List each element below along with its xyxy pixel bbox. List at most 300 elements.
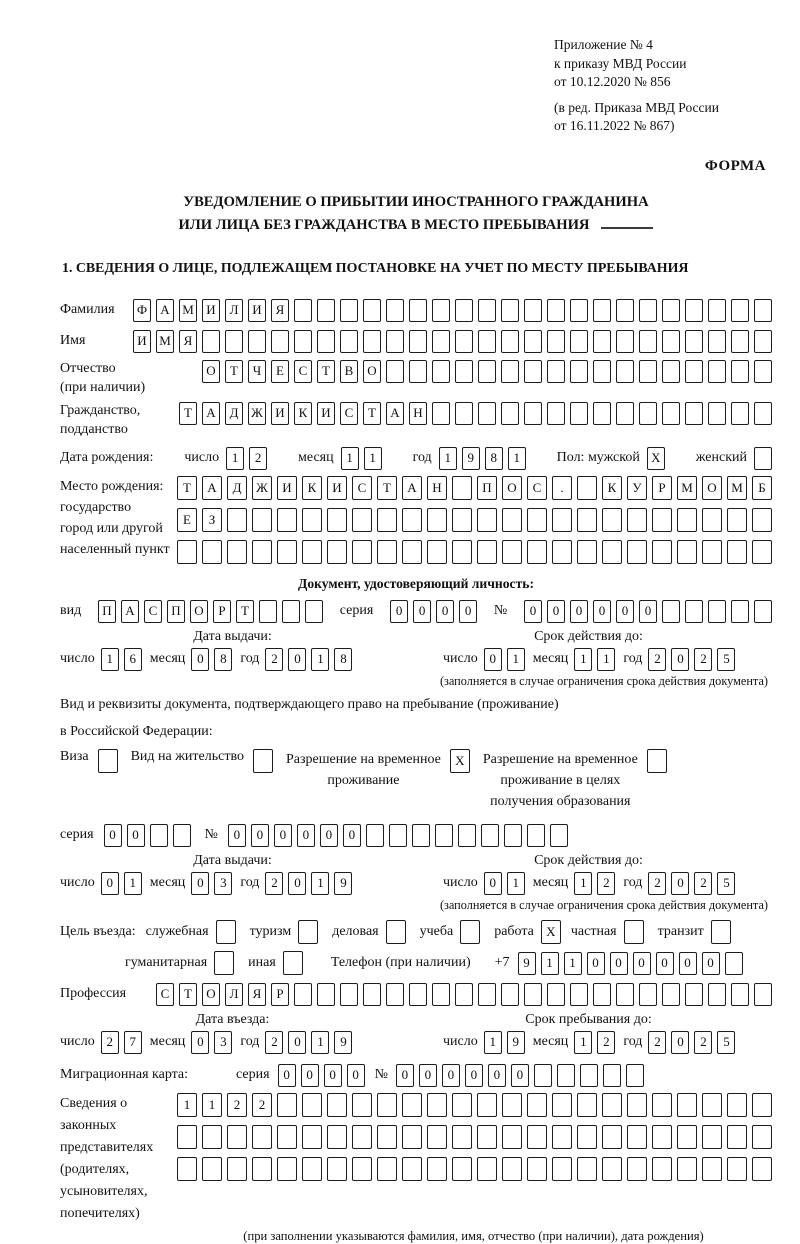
profession-label: Профессия bbox=[60, 986, 127, 1001]
char-cell: И bbox=[277, 476, 297, 500]
char-cell bbox=[402, 1157, 422, 1181]
char-cell: 1 bbox=[574, 1031, 592, 1054]
char-cell: Л bbox=[225, 983, 243, 1006]
char-cell bbox=[524, 402, 542, 425]
char-cell bbox=[317, 330, 335, 353]
char-cell bbox=[352, 508, 372, 532]
char-cell: 1 bbox=[508, 447, 526, 470]
validity-note: (заполняется в случае ограничения срока действия документа) bbox=[439, 673, 768, 688]
section1-heading: 1. СВЕДЕНИЯ О ЛИЦЕ, ПОДЛЕЖАЩЕМ ПОСТАНОВКЕ НА УЧЕТ ПО МЕСТУ ПРЕБЫВАНИЯ bbox=[62, 260, 689, 276]
char-cell bbox=[352, 540, 372, 564]
birth-date-label: Дата рождения: bbox=[60, 450, 154, 465]
char-cell bbox=[252, 1157, 272, 1181]
char-cell bbox=[708, 600, 726, 623]
char-cell bbox=[460, 920, 480, 944]
char-cell bbox=[731, 330, 749, 353]
birth-year-cells bbox=[439, 447, 526, 470]
char-cell: А bbox=[202, 476, 222, 500]
char-cell bbox=[627, 508, 647, 532]
char-cell bbox=[685, 360, 703, 383]
surname-row bbox=[60, 297, 772, 324]
char-cell bbox=[478, 402, 496, 425]
series-label: серия bbox=[236, 1067, 270, 1082]
patronymic-cells bbox=[202, 360, 772, 383]
entry-purpose-row bbox=[60, 919, 772, 946]
char-cell bbox=[302, 1093, 322, 1117]
char-cell bbox=[731, 983, 749, 1006]
char-cell: О bbox=[190, 600, 208, 623]
char-cell: З bbox=[202, 508, 222, 532]
visa-option bbox=[60, 749, 118, 773]
char-cell bbox=[202, 540, 222, 564]
char-cell bbox=[283, 951, 303, 975]
char-cell: А bbox=[386, 402, 404, 425]
char-cell: 0 bbox=[228, 824, 246, 847]
char-cell bbox=[386, 299, 404, 322]
char-cell: 8 bbox=[214, 648, 232, 671]
char-cell bbox=[502, 1157, 522, 1181]
issue-date-heading: Дата выдачи: bbox=[193, 852, 272, 868]
form-label: ФОРМА bbox=[704, 157, 766, 174]
purpose-business-checkbox bbox=[386, 920, 406, 944]
char-cell bbox=[352, 1125, 372, 1149]
char-cell bbox=[577, 1157, 597, 1181]
char-cell bbox=[452, 508, 472, 532]
char-cell: 0 bbox=[347, 1064, 365, 1087]
char-cell bbox=[458, 824, 476, 847]
amendment-line: от 16.11.2022 № 867) bbox=[554, 118, 675, 133]
char-cell bbox=[481, 824, 499, 847]
form-title bbox=[60, 191, 772, 237]
char-cell: 2 bbox=[101, 1031, 119, 1054]
char-cell bbox=[708, 330, 726, 353]
char-cell: У bbox=[627, 476, 647, 500]
birth-place-block bbox=[60, 476, 772, 572]
temp-permit-option bbox=[286, 749, 470, 791]
char-cell bbox=[477, 540, 497, 564]
char-cell: 0 bbox=[127, 824, 145, 847]
char-cell bbox=[527, 540, 547, 564]
entry-year-cells bbox=[265, 1031, 352, 1054]
char-cell bbox=[294, 983, 312, 1006]
char-cell: 1 bbox=[177, 1093, 197, 1117]
char-cell: 0 bbox=[297, 824, 315, 847]
char-cell: К bbox=[294, 402, 312, 425]
valid-until-heading: Срок действия до: bbox=[534, 852, 643, 868]
char-cell: Т bbox=[179, 983, 197, 1006]
char-cell bbox=[677, 1125, 697, 1149]
issue-date-heading: Дата выдачи: bbox=[193, 628, 272, 644]
residence-doc-series-row bbox=[60, 822, 772, 849]
char-cell: 0 bbox=[671, 648, 689, 671]
char-cell: 0 bbox=[524, 600, 542, 623]
char-cell: Р bbox=[271, 983, 289, 1006]
purpose-humanitarian-checkbox bbox=[214, 951, 234, 975]
char-cell bbox=[501, 402, 519, 425]
residence-series-cells bbox=[104, 824, 191, 847]
char-cell: А bbox=[121, 600, 139, 623]
identity-issue-day bbox=[101, 648, 142, 671]
char-cell bbox=[340, 299, 358, 322]
char-cell: 1 bbox=[202, 1093, 222, 1117]
residence-permit-option bbox=[131, 749, 273, 773]
char-cell bbox=[616, 299, 634, 322]
char-cell: 0 bbox=[104, 824, 122, 847]
char-cell: 0 bbox=[278, 1064, 296, 1087]
char-cell: 0 bbox=[442, 1064, 460, 1087]
char-cell bbox=[452, 1157, 472, 1181]
birth-year-group bbox=[413, 447, 526, 470]
char-cell: 2 bbox=[252, 1093, 272, 1117]
char-cell: 0 bbox=[396, 1064, 414, 1087]
patronymic-label: Отчество (при наличии) bbox=[60, 360, 146, 395]
char-cell: 1 bbox=[574, 648, 592, 671]
purpose-other-checkbox bbox=[283, 951, 303, 975]
purpose-transit-checkbox bbox=[711, 920, 731, 944]
identity-issue-year bbox=[265, 648, 352, 671]
char-cell: 0 bbox=[570, 600, 588, 623]
char-cell bbox=[409, 299, 427, 322]
char-cell bbox=[570, 330, 588, 353]
char-cell: 0 bbox=[288, 648, 306, 671]
form-title-line1: УВЕДОМЛЕНИЕ О ПРИБЫТИИ ИНОСТРАННОГО ГРАЖДАНИНА bbox=[183, 193, 649, 210]
residence-doc-dates bbox=[60, 853, 772, 913]
char-cell bbox=[386, 983, 404, 1006]
char-cell: 1 bbox=[124, 872, 142, 895]
char-cell bbox=[253, 749, 273, 773]
char-cell bbox=[202, 1125, 222, 1149]
char-cell bbox=[432, 330, 450, 353]
sex-male-label: Пол: мужской bbox=[556, 450, 640, 465]
char-cell: 0 bbox=[459, 600, 477, 623]
char-cell bbox=[427, 1093, 447, 1117]
char-cell: С bbox=[352, 476, 372, 500]
char-cell bbox=[455, 299, 473, 322]
char-cell bbox=[547, 402, 565, 425]
char-cell: 1 bbox=[341, 447, 359, 470]
char-cell bbox=[432, 360, 450, 383]
char-cell bbox=[452, 1093, 472, 1117]
visa-label: Виза bbox=[60, 748, 89, 764]
char-cell: К bbox=[302, 476, 322, 500]
char-cell bbox=[402, 508, 422, 532]
char-cell bbox=[282, 600, 300, 623]
char-cell bbox=[570, 402, 588, 425]
migration-card-label: Миграционная карта: bbox=[60, 1067, 189, 1082]
char-cell bbox=[731, 360, 749, 383]
char-cell: О bbox=[202, 360, 220, 383]
char-cell bbox=[711, 920, 731, 944]
purpose-study-checkbox bbox=[460, 920, 480, 944]
identity-issue-group bbox=[60, 648, 405, 671]
char-cell bbox=[504, 824, 522, 847]
year-label: год bbox=[240, 875, 260, 890]
char-cell: 0 bbox=[511, 1064, 529, 1087]
char-cell bbox=[708, 299, 726, 322]
char-cell bbox=[202, 1157, 222, 1181]
edu-permit-option bbox=[483, 749, 667, 812]
firstname-row bbox=[60, 328, 772, 355]
appendix-header bbox=[554, 36, 772, 136]
char-cell bbox=[377, 1093, 397, 1117]
month-label: месяц bbox=[532, 1034, 569, 1049]
identity-valid-group bbox=[405, 648, 772, 671]
day-label: число bbox=[443, 1034, 478, 1049]
char-cell: 2 bbox=[597, 872, 615, 895]
entry-date-heading: Дата въезда: bbox=[195, 1011, 270, 1027]
char-cell: С bbox=[294, 360, 312, 383]
char-cell: 0 bbox=[191, 648, 209, 671]
char-cell: Е bbox=[177, 508, 197, 532]
char-cell bbox=[580, 1064, 598, 1087]
identity-doc-heading: Документ, удостоверяющий личность: bbox=[298, 575, 534, 591]
char-cell bbox=[677, 508, 697, 532]
char-cell bbox=[427, 1157, 447, 1181]
char-cell: 0 bbox=[656, 952, 674, 975]
char-cell bbox=[627, 1093, 647, 1117]
char-cell bbox=[248, 330, 266, 353]
month-label: месяц bbox=[532, 875, 569, 890]
char-cell bbox=[727, 540, 747, 564]
char-cell: 0 bbox=[191, 1031, 209, 1054]
char-cell: 0 bbox=[587, 952, 605, 975]
visa-checkbox bbox=[98, 749, 118, 773]
char-cell bbox=[731, 600, 749, 623]
residence-doc-intro2: в Российской Федерации: bbox=[60, 723, 213, 739]
sex-female-checkbox bbox=[754, 447, 772, 470]
char-cell bbox=[727, 1125, 747, 1149]
residence-valid-group bbox=[405, 872, 772, 895]
char-cell bbox=[702, 508, 722, 532]
representatives-row3 bbox=[177, 1157, 772, 1181]
char-cell: 9 bbox=[507, 1031, 525, 1054]
char-cell: . bbox=[552, 476, 572, 500]
char-cell: 1 bbox=[574, 872, 592, 895]
char-cell bbox=[377, 1157, 397, 1181]
char-cell: 0 bbox=[702, 952, 720, 975]
char-cell: 0 bbox=[288, 1031, 306, 1054]
char-cell bbox=[227, 540, 247, 564]
char-cell bbox=[754, 360, 772, 383]
char-cell bbox=[527, 1157, 547, 1181]
birth-place-row2 bbox=[177, 508, 772, 532]
char-cell bbox=[616, 330, 634, 353]
char-cell bbox=[570, 983, 588, 1006]
char-cell bbox=[577, 1093, 597, 1117]
char-cell: 9 bbox=[518, 952, 536, 975]
char-cell bbox=[501, 330, 519, 353]
doc-series-label: серия bbox=[339, 603, 374, 618]
purpose-transit: транзит bbox=[658, 920, 731, 944]
char-cell bbox=[662, 983, 680, 1006]
identity-doc-row bbox=[60, 598, 772, 625]
char-cell: 1 bbox=[484, 1031, 502, 1054]
char-cell: С bbox=[527, 476, 547, 500]
day-label: число bbox=[184, 450, 220, 465]
birth-date-row bbox=[60, 445, 772, 472]
purpose-study: учеба bbox=[420, 920, 481, 944]
char-cell bbox=[409, 360, 427, 383]
char-cell bbox=[752, 1093, 772, 1117]
char-cell bbox=[455, 330, 473, 353]
char-cell bbox=[225, 330, 243, 353]
char-cell: Р bbox=[652, 476, 672, 500]
char-cell: Н bbox=[427, 476, 447, 500]
edu-permit-label: Разрешение на временное проживание в целях получения образования bbox=[482, 751, 638, 809]
char-cell: 2 bbox=[694, 872, 712, 895]
char-cell: 2 bbox=[648, 872, 666, 895]
char-cell bbox=[547, 983, 565, 1006]
char-cell: 1 bbox=[311, 872, 329, 895]
char-cell: 1 bbox=[226, 447, 244, 470]
char-cell bbox=[552, 1093, 572, 1117]
char-cell: 0 bbox=[484, 648, 502, 671]
char-cell: Я bbox=[179, 330, 197, 353]
char-cell: Т bbox=[377, 476, 397, 500]
residence-issue-day bbox=[101, 872, 142, 895]
char-cell bbox=[702, 1093, 722, 1117]
identity-issue-month bbox=[191, 648, 232, 671]
char-cell bbox=[593, 983, 611, 1006]
phone-prefix: +7 bbox=[494, 955, 510, 970]
char-cell bbox=[502, 508, 522, 532]
char-cell: Т bbox=[179, 402, 197, 425]
char-cell bbox=[524, 983, 542, 1006]
char-cell: М bbox=[727, 476, 747, 500]
char-cell bbox=[552, 1125, 572, 1149]
char-cell bbox=[366, 824, 384, 847]
day-label: число bbox=[60, 651, 95, 666]
char-cell bbox=[478, 330, 496, 353]
char-cell bbox=[277, 1157, 297, 1181]
char-cell: В bbox=[340, 360, 358, 383]
char-cell bbox=[570, 360, 588, 383]
purpose-tourism: туризм bbox=[250, 920, 319, 944]
char-cell: 0 bbox=[343, 824, 361, 847]
char-cell bbox=[754, 330, 772, 353]
entry-purpose-label: Цель въезда: bbox=[60, 924, 136, 939]
char-cell: И bbox=[271, 402, 289, 425]
char-cell bbox=[455, 360, 473, 383]
char-cell bbox=[412, 824, 430, 847]
stay-month-cells bbox=[574, 1031, 615, 1054]
char-cell: 3 bbox=[214, 1031, 232, 1054]
identity-valid-month bbox=[574, 648, 615, 671]
char-cell bbox=[177, 1157, 197, 1181]
identity-valid-day bbox=[484, 648, 525, 671]
temp-permit-checkbox bbox=[450, 749, 470, 773]
amendment-line: (в ред. Приказа МВД России bbox=[554, 99, 719, 115]
char-cell bbox=[294, 330, 312, 353]
char-cell bbox=[363, 983, 381, 1006]
char-cell bbox=[752, 540, 772, 564]
char-cell bbox=[386, 360, 404, 383]
char-cell bbox=[639, 330, 657, 353]
char-cell: 1 bbox=[364, 447, 382, 470]
char-cell bbox=[652, 1125, 672, 1149]
char-cell: 6 bbox=[124, 648, 142, 671]
char-cell bbox=[252, 1125, 272, 1149]
purpose-humanitarian: гуманитарная bbox=[125, 951, 234, 975]
day-label: число bbox=[443, 875, 478, 890]
char-cell bbox=[547, 330, 565, 353]
residence-valid-year bbox=[648, 872, 735, 895]
char-cell bbox=[227, 508, 247, 532]
char-cell: М bbox=[179, 299, 197, 322]
char-cell bbox=[577, 476, 597, 500]
char-cell: X bbox=[450, 749, 470, 773]
char-cell bbox=[602, 508, 622, 532]
char-cell bbox=[435, 824, 453, 847]
char-cell bbox=[298, 920, 318, 944]
char-cell bbox=[685, 299, 703, 322]
char-cell bbox=[202, 330, 220, 353]
series-label: серия bbox=[60, 827, 94, 842]
month-label: месяц bbox=[532, 651, 569, 666]
char-cell bbox=[754, 299, 772, 322]
char-cell: Я bbox=[271, 299, 289, 322]
appendix-line: к приказу МВД России bbox=[554, 55, 687, 71]
char-cell: 2 bbox=[265, 648, 283, 671]
char-cell: Н bbox=[409, 402, 427, 425]
char-cell bbox=[402, 1125, 422, 1149]
char-cell bbox=[652, 508, 672, 532]
month-label: месяц bbox=[149, 651, 186, 666]
char-cell bbox=[501, 360, 519, 383]
char-cell bbox=[602, 1093, 622, 1117]
valid-until-heading: Срок действия до: bbox=[534, 628, 643, 644]
validity-note: (заполняется в случае ограничения срока действия документа) bbox=[439, 897, 768, 912]
char-cell bbox=[427, 540, 447, 564]
char-cell bbox=[377, 508, 397, 532]
char-cell bbox=[557, 1064, 575, 1087]
char-cell: 1 bbox=[597, 648, 615, 671]
char-cell bbox=[662, 600, 680, 623]
char-cell: П bbox=[167, 600, 185, 623]
char-cell bbox=[352, 1157, 372, 1181]
char-cell: 2 bbox=[265, 872, 283, 895]
char-cell bbox=[652, 1157, 672, 1181]
char-cell bbox=[150, 824, 168, 847]
residence-issue-year bbox=[265, 872, 352, 895]
representatives-row2 bbox=[177, 1125, 772, 1149]
char-cell: Т bbox=[363, 402, 381, 425]
representatives-cells bbox=[177, 1093, 772, 1189]
char-cell: 2 bbox=[694, 1031, 712, 1054]
char-cell bbox=[616, 360, 634, 383]
char-cell bbox=[502, 1093, 522, 1117]
char-cell: 0 bbox=[251, 824, 269, 847]
char-cell: 0 bbox=[288, 872, 306, 895]
char-cell bbox=[317, 299, 335, 322]
char-cell: 2 bbox=[648, 1031, 666, 1054]
char-cell bbox=[377, 1125, 397, 1149]
char-cell bbox=[527, 1093, 547, 1117]
form-title-line2: ИЛИ ЛИЦА БЕЗ ГРАЖДАНСТВА В МЕСТО ПРЕБЫВАНИЯ bbox=[60, 214, 772, 237]
char-cell: 0 bbox=[390, 600, 408, 623]
residence-valid-month bbox=[574, 872, 615, 895]
char-cell bbox=[677, 1093, 697, 1117]
residence-number-cells bbox=[228, 824, 568, 847]
char-cell bbox=[602, 1125, 622, 1149]
char-cell bbox=[593, 299, 611, 322]
char-cell bbox=[624, 920, 644, 944]
char-cell bbox=[685, 402, 703, 425]
char-cell bbox=[214, 951, 234, 975]
char-cell bbox=[478, 360, 496, 383]
birth-month-group bbox=[298, 447, 382, 470]
char-cell bbox=[227, 1157, 247, 1181]
